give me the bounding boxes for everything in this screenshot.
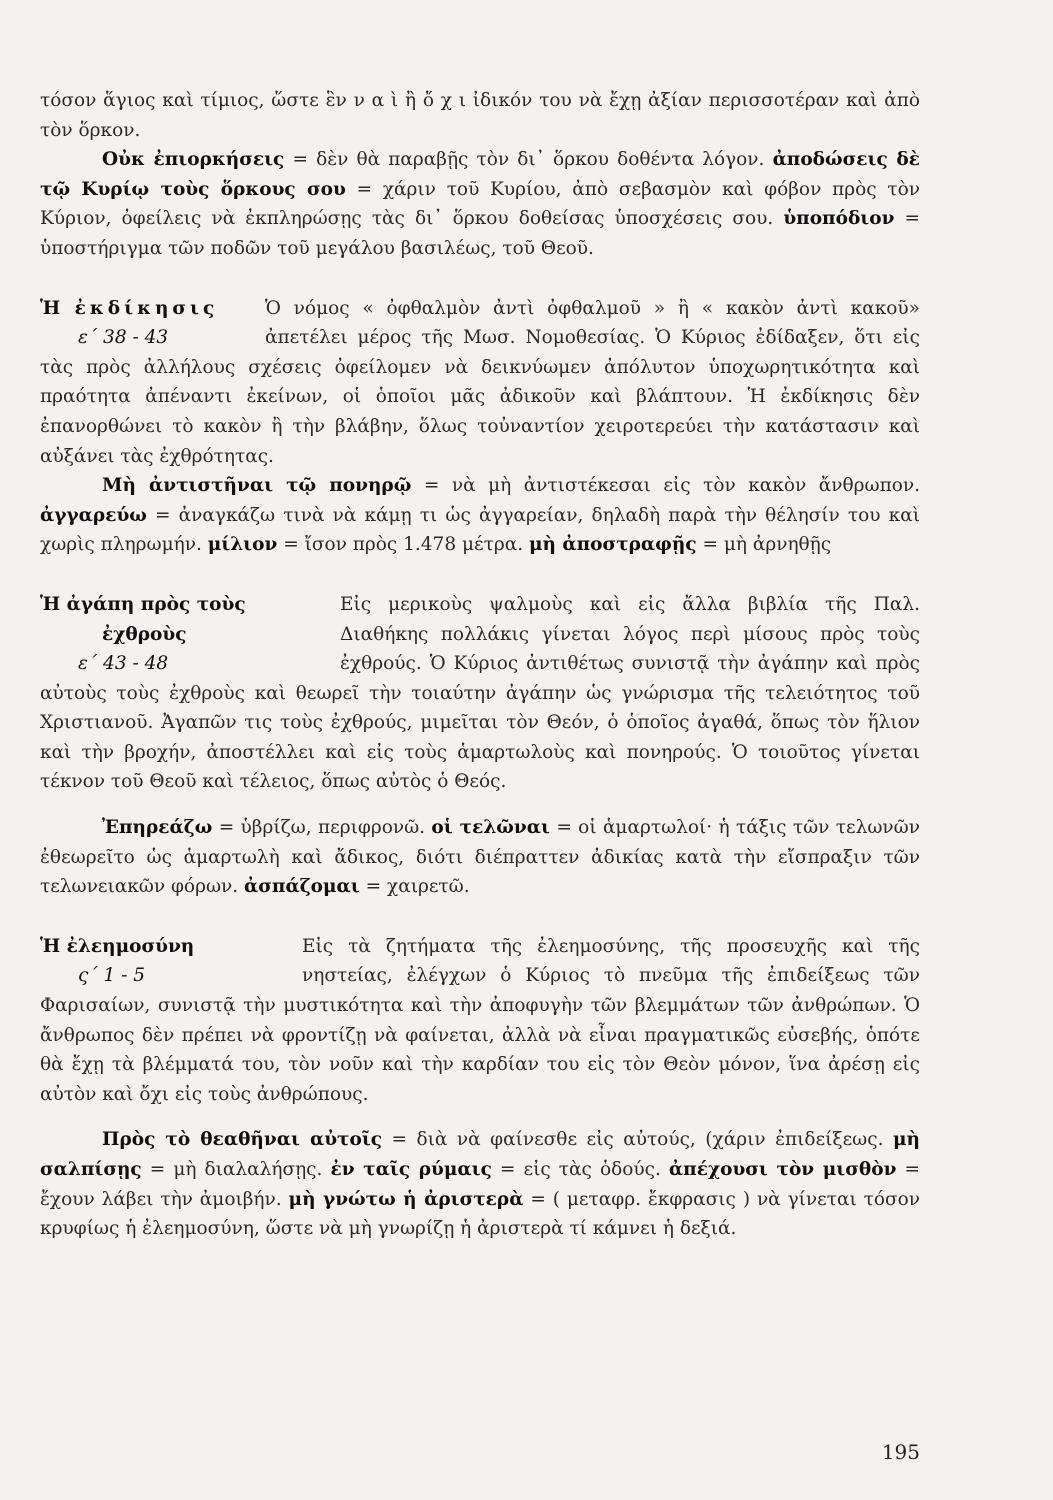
definition: = ἀναγκάζω τινὰ νὰ κάμῃ τι ὡς ἀγγαρείαν, δηλαδὴ παρὰ τὴν θέλησίν του καὶ χωρὶς πληρωμήν. — [40, 504, 920, 556]
section-title: Ἡ ἐλεημοσύνη — [40, 935, 195, 957]
paragraph-seen — [40, 1125, 920, 1243]
page-body — [40, 86, 920, 1244]
definition: = χαιρετῶ. — [359, 876, 470, 898]
section-reference: ε΄ 38 - 43 — [78, 327, 169, 349]
paragraph-publicans — [40, 813, 920, 902]
term: μὴ σαλπίσῃς — [40, 1129, 920, 1180]
definition: = ἴσον πρὸς 1.478 μέτρα. — [277, 534, 529, 556]
term: οἱ τελῶναι — [431, 817, 550, 839]
section-text: Εἰς τὰ ζητήματα τῆς ἐλεημοσύνης, τῆς προσευχῆς καὶ τῆς νηστείας, ἐλέγχων ὁ Κύριος τὸ πνεῦμα τῆς ἐπιδείξεως τῶν Φαρισαίων, συνιστᾷ τὴν μυστικότητα καὶ τὴν ἀποφυγὴν τῶν βλεμμάτων τῶν ἀνθρώπων. Ὁ ἄνθρωπος δὲν πρέπει νὰ φροντίζῃ νὰ φαίνεται, ἀλλὰ νὰ εἶναι πραγματικῶς εὐσεβής, ὁπότε θὰ ἔχῃ τὰ βλέμματά του, τὸν νοῦν καὶ τὴν καρδίαν του εἰς τὸν Θεὸν μόνον, ἵνα ἀρέσῃ εἰς αὐτὸν καὶ ὄχι εἰς τοὺς ἀνθρώπους. — [40, 935, 920, 1105]
section-title: Ἡ ἐκδίκησις — [40, 297, 219, 319]
definition: = ( μεταφρ. ἔκφρασις ) νὰ γίνεται τόσον κρυφίως ἡ ἐλεημοσύνη, ὥστε νὰ μὴ γνωρίζῃ ἡ ἀριστερὰ τί κάμνει ἡ δεξιά. — [40, 1188, 920, 1240]
definition: = ὑβρίζω, περιφρονῶ. — [212, 817, 432, 839]
term: μίλιον — [207, 534, 278, 556]
paragraph-resist — [40, 471, 920, 560]
term: Οὐκ ἐπιορκήσεις — [102, 149, 285, 171]
section-text: Εἰς μερικοὺς ψαλμοὺς καὶ εἰς ἄλλα βιβλία τῆς Παλ. Διαθήκης πολλάκις γίνεται λόγος περὶ μίσους πρὸς τοὺς ἐχθρούς. Ὁ Κύριος ἀντιθέτως συνιστᾷ τὴν ἀγάπην καὶ πρὸς αὐτοὺς τοὺς ἐχθροὺς καὶ θεωρεῖ τὴν τοιαύτην ἀγάπην ὡς γνώρισμα τῆς τελειότητος τοῦ Χριστιανοῦ. Ἀγαπῶν τις τοὺς ἐχθρούς, μιμεῖται τὸν Θεόν, ὁ ὁποῖος ἀγαθά, ὅπως τὸν ἥλιον καὶ τὴν βροχήν, ἀποστέλλει καὶ εἰς τοὺς ἁμαρτωλοὺς καὶ πονηρούς. Ὁ τοιοῦτος γίνεται τέκνον τοῦ Θεοῦ καὶ τέλειος, ὅπως αὐτὸς ὁ Θεός. — [40, 593, 920, 793]
definition: = ἔχουν λάβει τὴν ἀμοιβήν. — [40, 1159, 920, 1210]
term: μὴ γνώτω ἡ ἀριστερὰ — [288, 1188, 524, 1210]
term: ἀπέχουσι τὸν μισθὸν — [668, 1159, 897, 1180]
definition: = χάριν τοῦ Κυρίου, ἀπὸ σεβασμὸν καὶ φόβον πρὸς τὸν Κύριον, ὀφείλεις νὰ ἐκπληρώσῃς τὰς δι᾽ ὅρκου δοθείσας ὑποσχέσεις σου. — [40, 178, 921, 230]
term: ἀσπάζομαι — [244, 876, 360, 898]
definition: = νὰ μὴ ἀντιστέκεσαι εἰς τὸν κακὸν ἄνθρωπον. — [411, 475, 920, 497]
paragraph-oaths — [40, 145, 920, 263]
section-heading — [40, 932, 302, 991]
term: Ἐπηρεάζω — [102, 817, 213, 839]
section-title: Ἡ ἀγάπη πρὸς τοὺς — [40, 593, 246, 615]
section-title-continued: ἐχθροὺς — [102, 623, 187, 645]
definition: = δὲν θὰ παραβῇς τὸν δι᾽ ὅρκου δοθέντα λόγον. — [284, 149, 773, 171]
term: ἀποδώσεις δὲ τῷ Κυρίῳ τοὺς ὅρκους σου — [40, 149, 921, 200]
section-love-enemies — [40, 590, 920, 797]
section-heading — [40, 590, 340, 679]
term: ἀγγαρεύω — [40, 504, 147, 526]
term: Πρὸς τὸ θεαθῆναι αὐτοῖς — [102, 1129, 383, 1151]
definition: = ὑποστήριγμα τῶν ποδῶν τοῦ μεγάλου βασιλέως, τοῦ Θεοῦ. — [40, 208, 920, 259]
section-reference: ς΄ 1 - 5 — [78, 965, 146, 987]
section-reference: ε΄ 43 - 48 — [78, 653, 169, 675]
definition: = εἰς τὰς ὁδούς. — [491, 1159, 669, 1180]
term: ἐν ταῖς ρύμαις — [330, 1159, 492, 1180]
section-almsgiving — [40, 932, 920, 1110]
definition: = οἱ ἁμαρτωλοί· ἡ τάξις τῶν τελωνῶν ἐθεωρεῖτο ὡς ἁμαρτωλὴ καὶ ἄδικος, διότι διέπραττεν ἀδικίας κατὰ τὴν εἴσπραξιν τῶν τελωνειακῶν φόρων. — [40, 817, 921, 898]
definition: = διὰ νὰ φαίνεσθε εἰς αὐτούς, (χάριν ἐπιδείξεως. — [382, 1129, 893, 1151]
definition: = μὴ διαλαλήσῃς. — [141, 1159, 331, 1180]
paragraph-intro: τόσον ἅγιος καὶ τίμιος, ὥστε ἓν ν α ὶ ἢ ὄ χ ι ἰδικόν του νὰ ἔχῃ ἀξίαν περισσοτέραν καὶ ἀπὸ τὸν ὅρκον. — [40, 90, 920, 141]
term: ὑποπόδιον — [783, 208, 895, 230]
section-revenge — [40, 294, 920, 472]
definition: = μὴ ἀρνηθῇς — [696, 534, 832, 556]
section-heading — [40, 294, 265, 353]
term: Μὴ ἀντιστῆναι τῷ πονηρῷ — [102, 475, 412, 497]
section-text: Ὁ νόμος « ὀφθαλμὸν ἀντὶ ὀφθαλμοῦ » ἢ « κακὸν ἀντὶ κακοῦ» ἀπετέλει μέρος τῆς Μωσ. Νομοθεσίας. Ὁ Κύριος ἐδίδαξεν, ὅτι εἰς τὰς πρὸς ἀλλήλους σχέσεις ὀφείλομεν νὰ δεικνύωμεν ἀπόλυτον ὑποχωρητικότητα καὶ πραότητα ἀπέναντι ἐκείνων, οἱ ὁποῖοι μᾶς ἀδικοῦν καὶ βλάπτουν. Ἡ ἐκδίκησις δὲν ἐπανορθώνει τὸ κακὸν ἢ τὴν βλάβην, ὅλως τοὐναντίον χειροτερεύει τὴν κατάστασιν καὶ αὐξάνει τὰς ἐχθρότητας. — [40, 297, 920, 467]
page-number: 195 — [881, 1440, 920, 1464]
term: μὴ ἀποστραφῇς — [528, 534, 697, 556]
